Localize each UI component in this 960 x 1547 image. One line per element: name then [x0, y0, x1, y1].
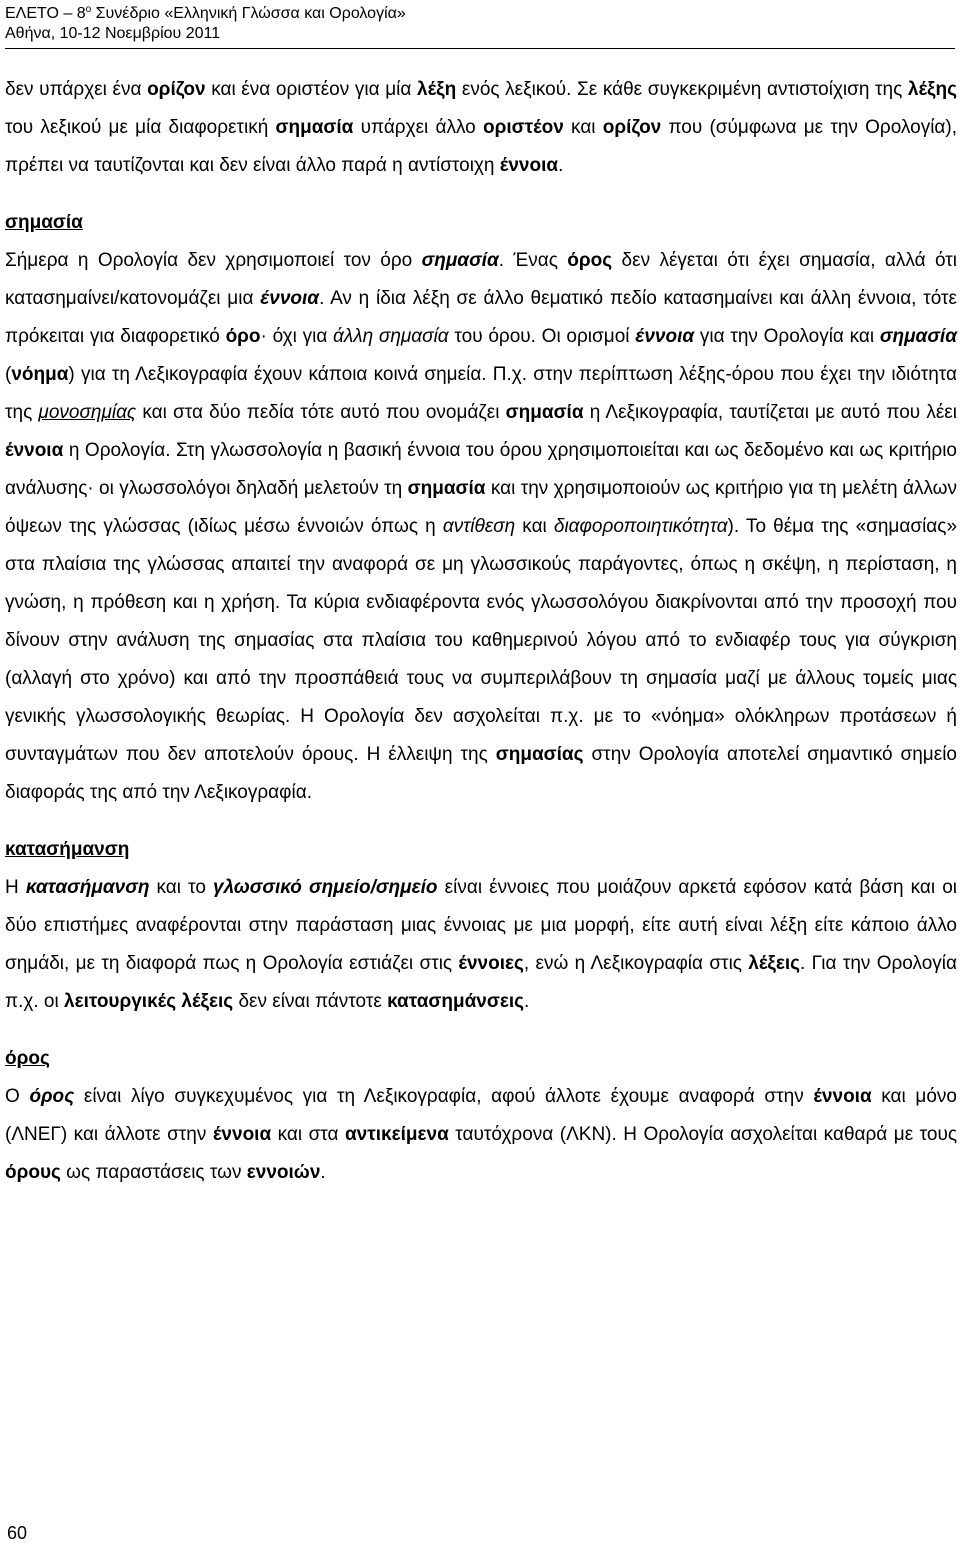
text-run: στην Ορολογία αποτελεί σημαντικό σημείο διαφοράς της από την Λεξικογραφία.: [5, 744, 957, 803]
bold-italic-term: σημασία: [421, 250, 499, 271]
italic-term: αντίθεση: [442, 516, 516, 537]
bold-term: οριστέον: [482, 117, 564, 138]
text-run: (: [5, 364, 12, 385]
text-run: ενός λεξικού. Σε κάθε συγκεκριμένη αντιστοίχιση της: [456, 79, 908, 100]
document-body: [5, 71, 957, 1192]
text-run: υπάρχει άλλο: [353, 117, 483, 138]
conference-title-suffix: Συνέδριο «Ελληνική Γλώσσα και Ορολογία»: [91, 5, 406, 22]
bold-term: λέξης: [907, 79, 958, 100]
italic-underlined-term: μονοσημίας: [38, 402, 137, 423]
text-run: .: [320, 1162, 326, 1183]
text-run: και μόνο (ΛΝΕΓ) και άλλοτε στην: [5, 1086, 957, 1145]
text-run: , ενώ η Λεξικογραφία στις: [523, 953, 749, 974]
bold-term: κατασημάνσεις: [387, 991, 525, 1012]
bold-term: έννοια: [212, 1124, 272, 1145]
text-run: και την χρησιμοποιούν ως κριτήριο για τη μελέτη άλλων όψεων της γλώσσας (ιδίως μέσω έννοιών όπως η: [5, 478, 957, 537]
bold-term: σημασία: [407, 478, 486, 499]
bold-term: έννοια: [499, 155, 559, 176]
text-run: Η: [5, 877, 26, 898]
bold-term: ορίζον: [602, 117, 662, 138]
bold-italic-term: όρος: [29, 1086, 75, 1107]
bold-term: λέξεις: [748, 953, 801, 974]
text-run: η Ορολογία. Στη γλωσσολογία η βασική έννοια του όρου χρησιμοποιείται και ως δεδομένο και ως κριτήριο ανάλυσης· οι γλωσσολόγοι δηλαδή μελετούν τη: [5, 440, 957, 499]
text-run: και στα δύο πεδία τότε αυτό που ονομάζει: [136, 402, 506, 423]
italic-term: διαφοροποιητικότητα: [553, 516, 728, 537]
bold-term: έννοια: [5, 440, 64, 461]
section-heading-oros: όρος: [5, 1048, 50, 1069]
bold-term: αντικείμενα: [345, 1124, 449, 1145]
text-run: δεν λέγεται ότι έχει σημασία, αλλά ότι κατασημαίνει/κατονομάζει μια: [5, 250, 957, 309]
bold-term: όρος: [567, 250, 613, 271]
section-heading-simasia: σημασία: [5, 212, 83, 233]
bold-term: όρο: [225, 326, 261, 347]
bold-italic-term: σημασία: [879, 326, 957, 347]
text-run: ) για τη Λεξικογραφία έχουν κάποια κοινά σημεία. Π.χ. στην περίπτωση λέξης-όρου που έχει την ιδιότητα της: [5, 364, 957, 423]
bold-term: σημασίας: [495, 744, 584, 765]
bold-term: έννοια: [813, 1086, 872, 1107]
text-run: δεν είναι πάντοτε: [233, 991, 388, 1012]
text-run: που (σύμφωνα με την Ορολογία), πρέπει να ταυτίζονται και δεν είναι άλλο παρά η αντίστοιχη: [5, 117, 958, 176]
page-number: 60: [7, 1523, 28, 1543]
text-run: · όχι για: [260, 326, 334, 347]
header-divider: [5, 48, 955, 49]
intro-paragraph: [5, 71, 957, 185]
text-run: δεν υπάρχει ένα: [5, 79, 148, 100]
text-run: είναι έννοιες που μοιάζουν αρκετά εφόσον κατά βάση και οι δύο επιστήμες αναφέρονται στην παράσταση μιας έννοιας με μια μορφή, είτε αυτή είναι λέξη είτε κάποιο άλλο σημάδι, με τη διαφορά πως η Ορολογία εστιάζει στις: [5, 877, 958, 974]
text-run: η Λεξικογραφία, ταυτίζεται με αυτό που λέει: [583, 402, 957, 423]
text-run: του όρου. Οι ορισμοί: [448, 326, 636, 347]
text-run: είναι λίγο συγκεχυμένος για τη Λεξικογραφία, αφού άλλοτε έχουμε αναφορά στην: [74, 1086, 814, 1107]
text-run: για την Ορολογία και: [694, 326, 880, 347]
ordinal-superscript: ο: [85, 4, 92, 15]
bold-term: όρους: [5, 1162, 61, 1183]
text-run: .: [558, 155, 564, 176]
bold-italic-term: έννοια: [260, 288, 320, 309]
italic-term: άλλη σημασία: [333, 326, 449, 347]
text-run: και το: [149, 877, 214, 898]
section-paragraph-katasimansi: [5, 869, 957, 1021]
section-paragraph-simasia: [5, 242, 957, 812]
text-run: και στα: [271, 1124, 345, 1145]
text-run: ταυτόχρονα (ΛΚΝ). Η Ορολογία ασχολείται καθαρά με τους: [448, 1124, 958, 1145]
text-run: ). Το θέμα της «σημασίας» στα πλαίσια της γλώσσας απαιτεί την αναφορά σε μη γλωσσικούς παράγοντες, όπως η σκέψη, η περίσταση, η γνώση, η πρόθεση και η χρήση. Τα κύρια ενδιαφέροντα ενός γλωσσολόγου διακρίνονται από την προσοχή που δίνουν στην ανάλυση της σημασίας στα πλαίσια του καθημερινού λόγου από το ενδιαφέρ τους για σύγκριση (αλλαγή στο χρόνο) και από την προσπάθειά τους να συμπεριλάβουν τη σημασία μαζί με άλλους τομείς μιας γενικής γλωσσολογικής θεωρίας. Η Ορολογία δεν ασχολείται π.χ. με το «νόημα» ολόκληρων προτάσεων ή συνταγμάτων που δεν αποτελούν όρους. Η έλλειψη της: [5, 516, 958, 765]
section-paragraph-oros: [5, 1078, 957, 1192]
text-run: . Ένας: [498, 250, 568, 271]
conference-title-prefix: ΕΛΕΤΟ – 8: [5, 5, 86, 22]
bold-italic-term: κατασήμανση: [25, 877, 150, 898]
text-run: και: [563, 117, 603, 138]
text-run: . Αν η ίδια λέξη σε άλλο θεματικό πεδίο κατασημαίνει και άλλη έννοια, τότε πρόκειται για διαφορετικό: [5, 288, 957, 347]
text-run: .: [524, 991, 530, 1012]
conference-title: [5, 4, 955, 24]
bold-term: λειτουργικές λέξεις: [64, 991, 234, 1012]
section-heading-katasimansi: κατασήμανση: [5, 839, 130, 860]
text-run: του λεξικού με μία διαφορετική: [5, 117, 276, 138]
bold-term: νόημα: [11, 364, 69, 385]
text-run: και: [515, 516, 554, 537]
text-run: ως παραστάσεις των: [60, 1162, 247, 1183]
text-run: . Για την Ορολογία π.χ. οι: [5, 953, 957, 1012]
conference-location-date: Αθήνα, 10-12 Νοεμβρίου 2011: [5, 25, 221, 42]
bold-term: ορίζον: [147, 79, 206, 100]
text-run: και ένα οριστέον για μία: [205, 79, 417, 100]
text-run: Ο: [5, 1086, 30, 1107]
text-run: Σήμερα η Ορολογία δεν χρησιμοποιεί τον όρο: [5, 250, 422, 271]
bold-italic-term: έννοια: [635, 326, 695, 347]
bold-italic-term: γλωσσικό σημείο/σημείο: [213, 877, 438, 898]
bold-term: σημασία: [275, 117, 354, 138]
bold-term: λέξη: [417, 79, 457, 100]
page-header: [5, 4, 955, 44]
bold-term: έννοιες: [458, 953, 524, 974]
bold-term: εννοιών: [246, 1162, 321, 1183]
bold-term: σημασία: [505, 402, 584, 423]
